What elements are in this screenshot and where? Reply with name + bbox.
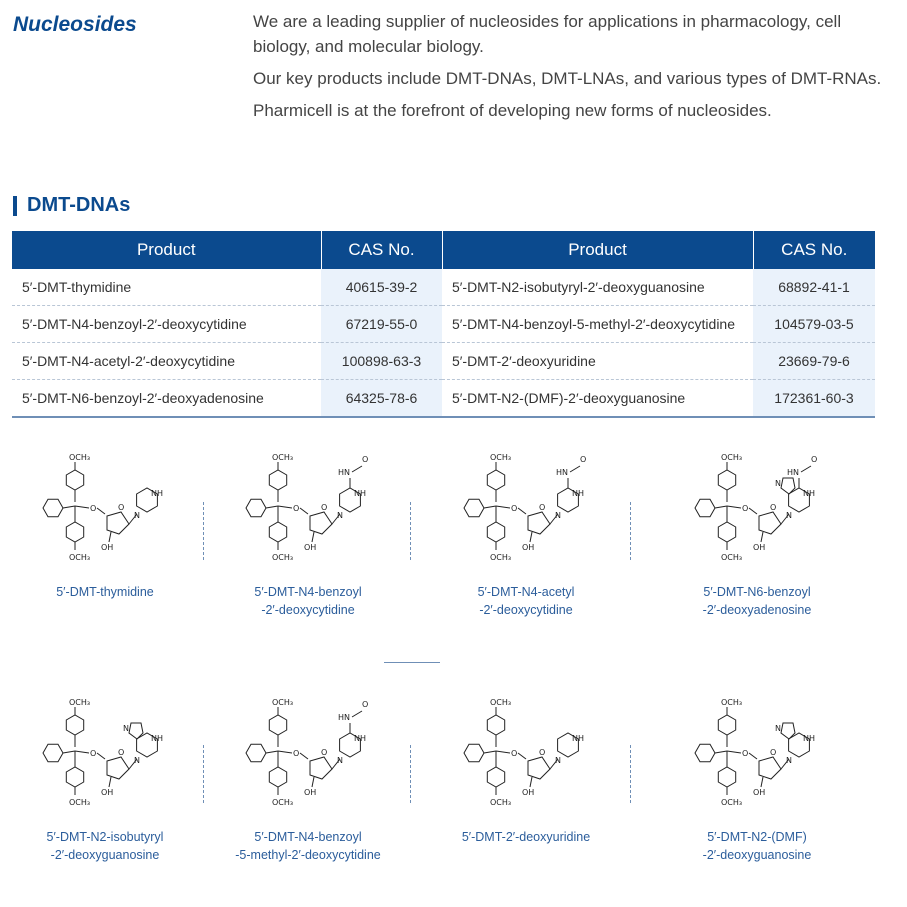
oxygen-label: O: [293, 749, 300, 758]
cas-cell: 104579-03-5: [753, 306, 875, 343]
structure-caption: -2′-deoxyguanosine: [50, 848, 160, 862]
bond: [312, 532, 314, 542]
structure-card: [426, 450, 626, 619]
methoxy-label: OCH₃: [69, 453, 91, 462]
column-divider: [410, 745, 411, 803]
methoxy-label: OCH₃: [272, 798, 294, 807]
bond: [801, 466, 811, 472]
structure-diagram: [456, 695, 596, 820]
aryl-ring: [66, 470, 83, 490]
oxygen-label: O: [293, 504, 300, 513]
methoxy-label: OCH₃: [69, 798, 91, 807]
column-header-product: Product: [12, 231, 321, 269]
hydroxyl-label: OH: [522, 788, 535, 797]
nitrogen-label: N: [134, 511, 140, 520]
bond: [496, 506, 510, 508]
sugar-ring: [528, 757, 550, 779]
structure-caption: 5′-DMT-N4-acetyl: [477, 585, 575, 599]
oxygen-label: O: [580, 455, 587, 464]
bond: [300, 753, 308, 759]
structure-diagram: [687, 695, 827, 820]
hn-label: HN: [556, 468, 568, 477]
oxygen-label: O: [118, 503, 125, 512]
bond: [97, 753, 105, 759]
structure-caption: -2′-deoxyguanosine: [702, 848, 812, 862]
phenyl-ring: [464, 744, 484, 761]
phenyl-ring: [43, 499, 63, 516]
product-cell: 5′-DMT-N4-acetyl-2′-deoxycytidine: [12, 343, 321, 380]
structure-caption: -5-methyl-2′-deoxycytidine: [235, 848, 381, 862]
bond: [761, 532, 763, 542]
column-divider: [410, 502, 411, 560]
structure-caption: 5′-DMT-N4-benzoyl: [254, 585, 362, 599]
cas-cell: 64325-78-6: [321, 380, 442, 418]
bond: [727, 751, 741, 753]
hydroxyl-label: OH: [753, 788, 766, 797]
row-divider: [384, 662, 440, 663]
bond: [97, 508, 105, 514]
bond: [63, 506, 75, 508]
intro-paragraph: Our key products include DMT-DNAs, DMT-LNAs, and various types of DMT-RNAs.: [253, 69, 882, 88]
sugar-ring: [759, 757, 781, 779]
oxygen-label: O: [362, 700, 369, 709]
bond: [570, 466, 580, 472]
hydroxyl-label: OH: [304, 788, 317, 797]
product-cell: 5′-DMT-N2-isobutyryl-2′-deoxyguanosine: [442, 269, 753, 306]
table-row: [12, 269, 875, 306]
phenyl-ring: [43, 744, 63, 761]
cas-cell: 68892-41-1: [753, 269, 875, 306]
aryl-ring: [66, 715, 83, 735]
aryl-ring: [718, 522, 735, 542]
bond: [266, 506, 278, 508]
aryl-ring: [487, 522, 504, 542]
sugar-ring: [107, 757, 129, 779]
nitrogen-label: N: [775, 479, 781, 488]
structure-caption: 5′-DMT-N6-benzoyl: [703, 585, 811, 599]
table-row: [12, 343, 875, 380]
structure-diagram: [238, 695, 378, 820]
phenyl-ring: [695, 499, 715, 516]
structure-caption: 5′-DMT-N2-(DMF): [707, 830, 807, 844]
hn-label: HN: [338, 713, 350, 722]
oxygen-label: O: [511, 504, 518, 513]
structure-card: [208, 695, 408, 864]
product-cell: 5′-DMT-thymidine: [12, 269, 321, 306]
bond: [749, 753, 757, 759]
sugar-ring: [107, 512, 129, 534]
bond: [484, 506, 496, 508]
column-divider: [203, 745, 204, 803]
oxygen-label: O: [321, 503, 328, 512]
table-header-row: [12, 231, 875, 269]
methoxy-label: OCH₃: [490, 453, 512, 462]
structure-caption: 5′-DMT-N2-isobutyryl: [46, 830, 164, 844]
bond: [278, 506, 292, 508]
oxygen-label: O: [118, 748, 125, 757]
bond: [530, 532, 532, 542]
cas-cell: 23669-79-6: [753, 343, 875, 380]
structure-caption: -2′-deoxyadenosine: [702, 603, 812, 617]
nitrogen-label: N: [555, 756, 561, 765]
nitrogen-label: N: [786, 511, 792, 520]
structure-card: [208, 450, 408, 619]
bond: [109, 777, 111, 787]
product-cell: 5′-DMT-2′-deoxyuridine: [442, 343, 753, 380]
oxygen-label: O: [362, 455, 369, 464]
aryl-ring: [269, 715, 286, 735]
nitrogen-label: N: [775, 724, 781, 733]
bond: [518, 753, 526, 759]
structure-card: [657, 450, 857, 619]
structure-diagram: [687, 450, 827, 575]
column-header-cas: CAS No.: [321, 231, 442, 269]
structure-card: [426, 695, 626, 846]
hydroxyl-label: OH: [753, 543, 766, 552]
column-header-cas: CAS No.: [753, 231, 875, 269]
nh-label: NH: [803, 489, 815, 498]
nitrogen-label: N: [123, 724, 129, 733]
bond: [352, 711, 362, 717]
structure-caption: -2′-deoxycytidine: [261, 603, 355, 617]
nh-label: NH: [572, 489, 584, 498]
bond: [761, 777, 763, 787]
cas-cell: 40615-39-2: [321, 269, 442, 306]
aryl-ring: [487, 470, 504, 490]
bond: [75, 751, 89, 753]
column-divider: [203, 502, 204, 560]
sugar-ring: [310, 757, 332, 779]
structure-card: [5, 695, 205, 864]
bond: [300, 508, 308, 514]
sugar-ring: [528, 512, 550, 534]
intro-text: [253, 9, 883, 130]
structure-gallery: [0, 440, 907, 880]
aryl-ring: [487, 715, 504, 735]
aryl-ring: [66, 767, 83, 787]
bond: [312, 777, 314, 787]
aryl-ring: [718, 715, 735, 735]
phenyl-ring: [246, 744, 266, 761]
nitrogen-label: N: [134, 756, 140, 765]
methoxy-label: OCH₃: [272, 553, 294, 562]
structure-caption: 5′-DMT-N4-benzoyl: [254, 830, 362, 844]
product-table: [12, 231, 875, 418]
bond: [63, 751, 75, 753]
aryl-ring: [718, 767, 735, 787]
bond: [530, 777, 532, 787]
bond: [266, 751, 278, 753]
intro-paragraph: Pharmicell is at the forefront of developing new forms of nucleosides.: [253, 101, 772, 120]
aryl-ring: [269, 522, 286, 542]
sugar-ring: [310, 512, 332, 534]
bond: [715, 751, 727, 753]
methoxy-label: OCH₃: [490, 798, 512, 807]
structure-diagram: [35, 695, 175, 820]
nitrogen-label: N: [555, 511, 561, 520]
nitrogen-label: N: [337, 511, 343, 520]
nh-label: NH: [151, 734, 163, 743]
hydroxyl-label: OH: [101, 788, 114, 797]
nh-label: NH: [151, 489, 163, 498]
structure-diagram: [238, 450, 378, 575]
aryl-ring: [269, 767, 286, 787]
bond: [109, 532, 111, 542]
structure-card: [657, 695, 857, 864]
methoxy-label: OCH₃: [272, 698, 294, 707]
bond: [715, 506, 727, 508]
section-marker: [13, 196, 17, 216]
page-title: Nucleosides: [13, 13, 137, 36]
hydroxyl-label: OH: [304, 543, 317, 552]
structure-card: [5, 450, 205, 601]
oxygen-label: O: [539, 503, 546, 512]
bond: [484, 751, 496, 753]
methoxy-label: OCH₃: [721, 453, 743, 462]
structure-caption: -2′-deoxycytidine: [479, 603, 573, 617]
product-cell: 5′-DMT-N2-(DMF)-2′-deoxyguanosine: [442, 380, 753, 418]
bond: [75, 506, 89, 508]
methoxy-label: OCH₃: [721, 553, 743, 562]
oxygen-label: O: [321, 748, 328, 757]
nh-label: NH: [354, 489, 366, 498]
aryl-ring: [66, 522, 83, 542]
oxygen-label: O: [90, 749, 97, 758]
table-row: [12, 306, 875, 343]
phenyl-ring: [695, 744, 715, 761]
bond: [518, 508, 526, 514]
aryl-ring: [487, 767, 504, 787]
methoxy-label: OCH₃: [69, 553, 91, 562]
section-header: [13, 194, 130, 217]
structure-caption: 5′-DMT-thymidine: [56, 585, 154, 599]
oxygen-label: O: [539, 748, 546, 757]
methoxy-label: OCH₃: [272, 453, 294, 462]
methoxy-label: OCH₃: [490, 553, 512, 562]
hn-label: HN: [787, 468, 799, 477]
sugar-ring: [759, 512, 781, 534]
product-cell: 5′-DMT-N4-benzoyl-5-methyl-2′-deoxycytidine: [442, 306, 753, 343]
structure-caption: 5′-DMT-2′-deoxyuridine: [461, 830, 591, 844]
product-cell: 5′-DMT-N6-benzoyl-2′-deoxyadenosine: [12, 380, 321, 418]
phenyl-ring: [464, 499, 484, 516]
nitrogen-label: N: [337, 756, 343, 765]
oxygen-label: O: [742, 749, 749, 758]
phenyl-ring: [246, 499, 266, 516]
oxygen-label: O: [811, 455, 818, 464]
structure-diagram: [456, 450, 596, 575]
nh-label: NH: [803, 734, 815, 743]
column-divider: [630, 502, 631, 560]
nh-label: NH: [572, 734, 584, 743]
oxygen-label: O: [770, 503, 777, 512]
oxygen-label: O: [742, 504, 749, 513]
section-title: DMT-DNAs: [27, 194, 131, 216]
structure-diagram: [35, 450, 175, 575]
cas-cell: 172361-60-3: [753, 380, 875, 418]
methoxy-label: OCH₃: [69, 698, 91, 707]
column-divider: [630, 745, 631, 803]
bond: [749, 508, 757, 514]
aryl-ring: [269, 470, 286, 490]
methoxy-label: OCH₃: [721, 798, 743, 807]
nitrogen-label: N: [786, 756, 792, 765]
bond: [352, 466, 362, 472]
methoxy-label: OCH₃: [721, 698, 743, 707]
product-cell: 5′-DMT-N4-benzoyl-2′-deoxycytidine: [12, 306, 321, 343]
cas-cell: 67219-55-0: [321, 306, 442, 343]
hydroxyl-label: OH: [101, 543, 114, 552]
aryl-ring: [718, 470, 735, 490]
table-row: [12, 380, 875, 418]
oxygen-label: O: [770, 748, 777, 757]
intro-paragraph: We are a leading supplier of nucleosides for applications in pharmacology, cell biology, and molecular biology.: [253, 12, 842, 56]
bond: [727, 506, 741, 508]
cas-cell: 100898-63-3: [321, 343, 442, 380]
hn-label: HN: [338, 468, 350, 477]
methoxy-label: OCH₃: [490, 698, 512, 707]
oxygen-label: O: [90, 504, 97, 513]
nh-label: NH: [354, 734, 366, 743]
hydroxyl-label: OH: [522, 543, 535, 552]
column-header-product: Product: [442, 231, 753, 269]
bond: [278, 751, 292, 753]
bond: [496, 751, 510, 753]
oxygen-label: O: [511, 749, 518, 758]
